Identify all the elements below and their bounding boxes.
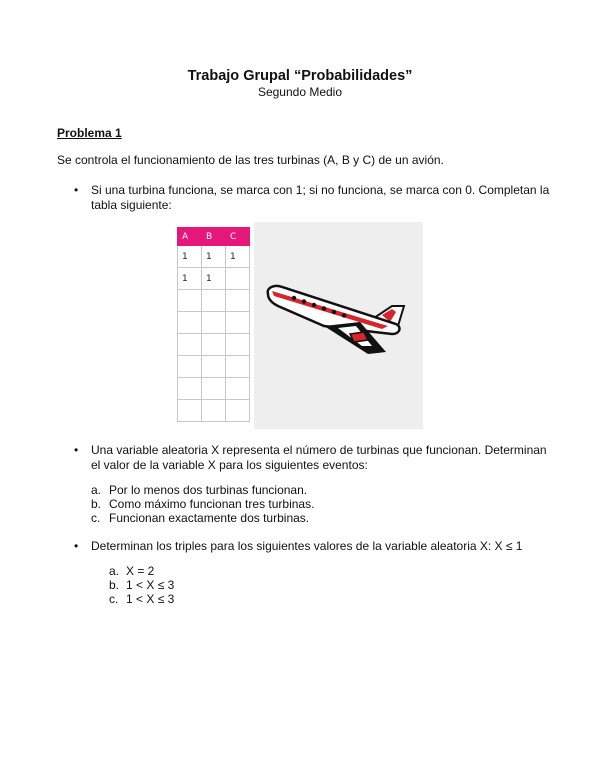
list-text: Por lo menos dos turbinas funcionan. [109, 483, 308, 497]
list-marker: b. [91, 497, 102, 511]
table-cell[interactable] [178, 312, 202, 334]
table-cell[interactable] [178, 400, 202, 422]
table-cell[interactable] [226, 312, 250, 334]
problem-heading: Problema 1 [57, 126, 122, 140]
table-header-cell: B [202, 228, 226, 246]
list-text: 1 < X ≤ 3 [126, 592, 175, 606]
table-cell[interactable] [226, 378, 250, 400]
problem-intro: Se controla el funcionamiento de las tres turbinas (A, B y C) de un avión. [57, 153, 444, 167]
table-header-row [178, 228, 250, 246]
table-cell[interactable] [178, 356, 202, 378]
table-cell[interactable] [226, 268, 250, 290]
table-cell[interactable] [202, 356, 226, 378]
list-marker: a. [109, 564, 120, 578]
bullet-marker: • [74, 443, 79, 457]
table-cell[interactable]: 1 [178, 246, 202, 268]
table-header-cell: C [226, 228, 250, 246]
bullet-3-line-1: Determinan los triples para los siguientes valores de la variable aleatoria X: X ≤ 1 [91, 539, 523, 553]
table-cell[interactable]: 1 [202, 268, 226, 290]
table-cell[interactable] [202, 334, 226, 356]
table-row [178, 246, 250, 268]
table-cell[interactable] [202, 312, 226, 334]
turbine-figure [174, 222, 423, 429]
table-row [178, 290, 250, 312]
bullet-1-line-2: tabla siguiente: [91, 198, 172, 212]
table-row [178, 334, 250, 356]
list-text: Funcionan exactamente dos turbinas. [109, 511, 310, 525]
document-title: Trabajo Grupal “Probabilidades” [187, 68, 413, 84]
table-cell[interactable] [178, 334, 202, 356]
table-cell[interactable] [178, 290, 202, 312]
list-marker: c. [109, 592, 119, 606]
turbine-table [177, 227, 250, 422]
table-row [178, 378, 250, 400]
table-cell[interactable] [202, 378, 226, 400]
table-row [178, 400, 250, 422]
table-cell[interactable]: 1 [202, 246, 226, 268]
table-row [178, 268, 250, 290]
table-cell[interactable] [226, 400, 250, 422]
table-cell[interactable] [202, 400, 226, 422]
table-cell[interactable] [226, 334, 250, 356]
table-body [178, 246, 250, 422]
table-cell[interactable]: 1 [226, 246, 250, 268]
table-cell[interactable] [226, 356, 250, 378]
bullet-1-line-1: Si una turbina funciona, se marca con 1; si no funciona, se marca con 0. Completan la [91, 183, 550, 197]
plane-engine [350, 332, 368, 342]
table-cell[interactable] [226, 290, 250, 312]
table-row [178, 312, 250, 334]
document-subtitle: Segundo Medio [257, 85, 343, 99]
list-marker: c. [91, 511, 101, 525]
table-cell[interactable] [202, 290, 226, 312]
bullet-2-line-2: el valor de la variable X para los siguientes eventos: [91, 458, 368, 472]
list-text: Como máximo funcionan tres turbinas. [109, 497, 315, 511]
list-marker: b. [109, 578, 120, 592]
airplane-icon [264, 282, 414, 362]
list-text: 1 < X ≤ 3 [126, 578, 175, 592]
table-cell[interactable]: 1 [178, 268, 202, 290]
list-marker: a. [91, 483, 102, 497]
bullet-marker: • [74, 539, 79, 553]
table-cell[interactable] [178, 378, 202, 400]
bullet-marker: • [74, 183, 79, 197]
list-text: X = 2 [126, 564, 155, 578]
table-header-cell: A [178, 228, 202, 246]
table-row [178, 356, 250, 378]
bullet-2-line-1: Una variable aleatoria X representa el número de turbinas que funcionan. Determinan [91, 443, 547, 457]
